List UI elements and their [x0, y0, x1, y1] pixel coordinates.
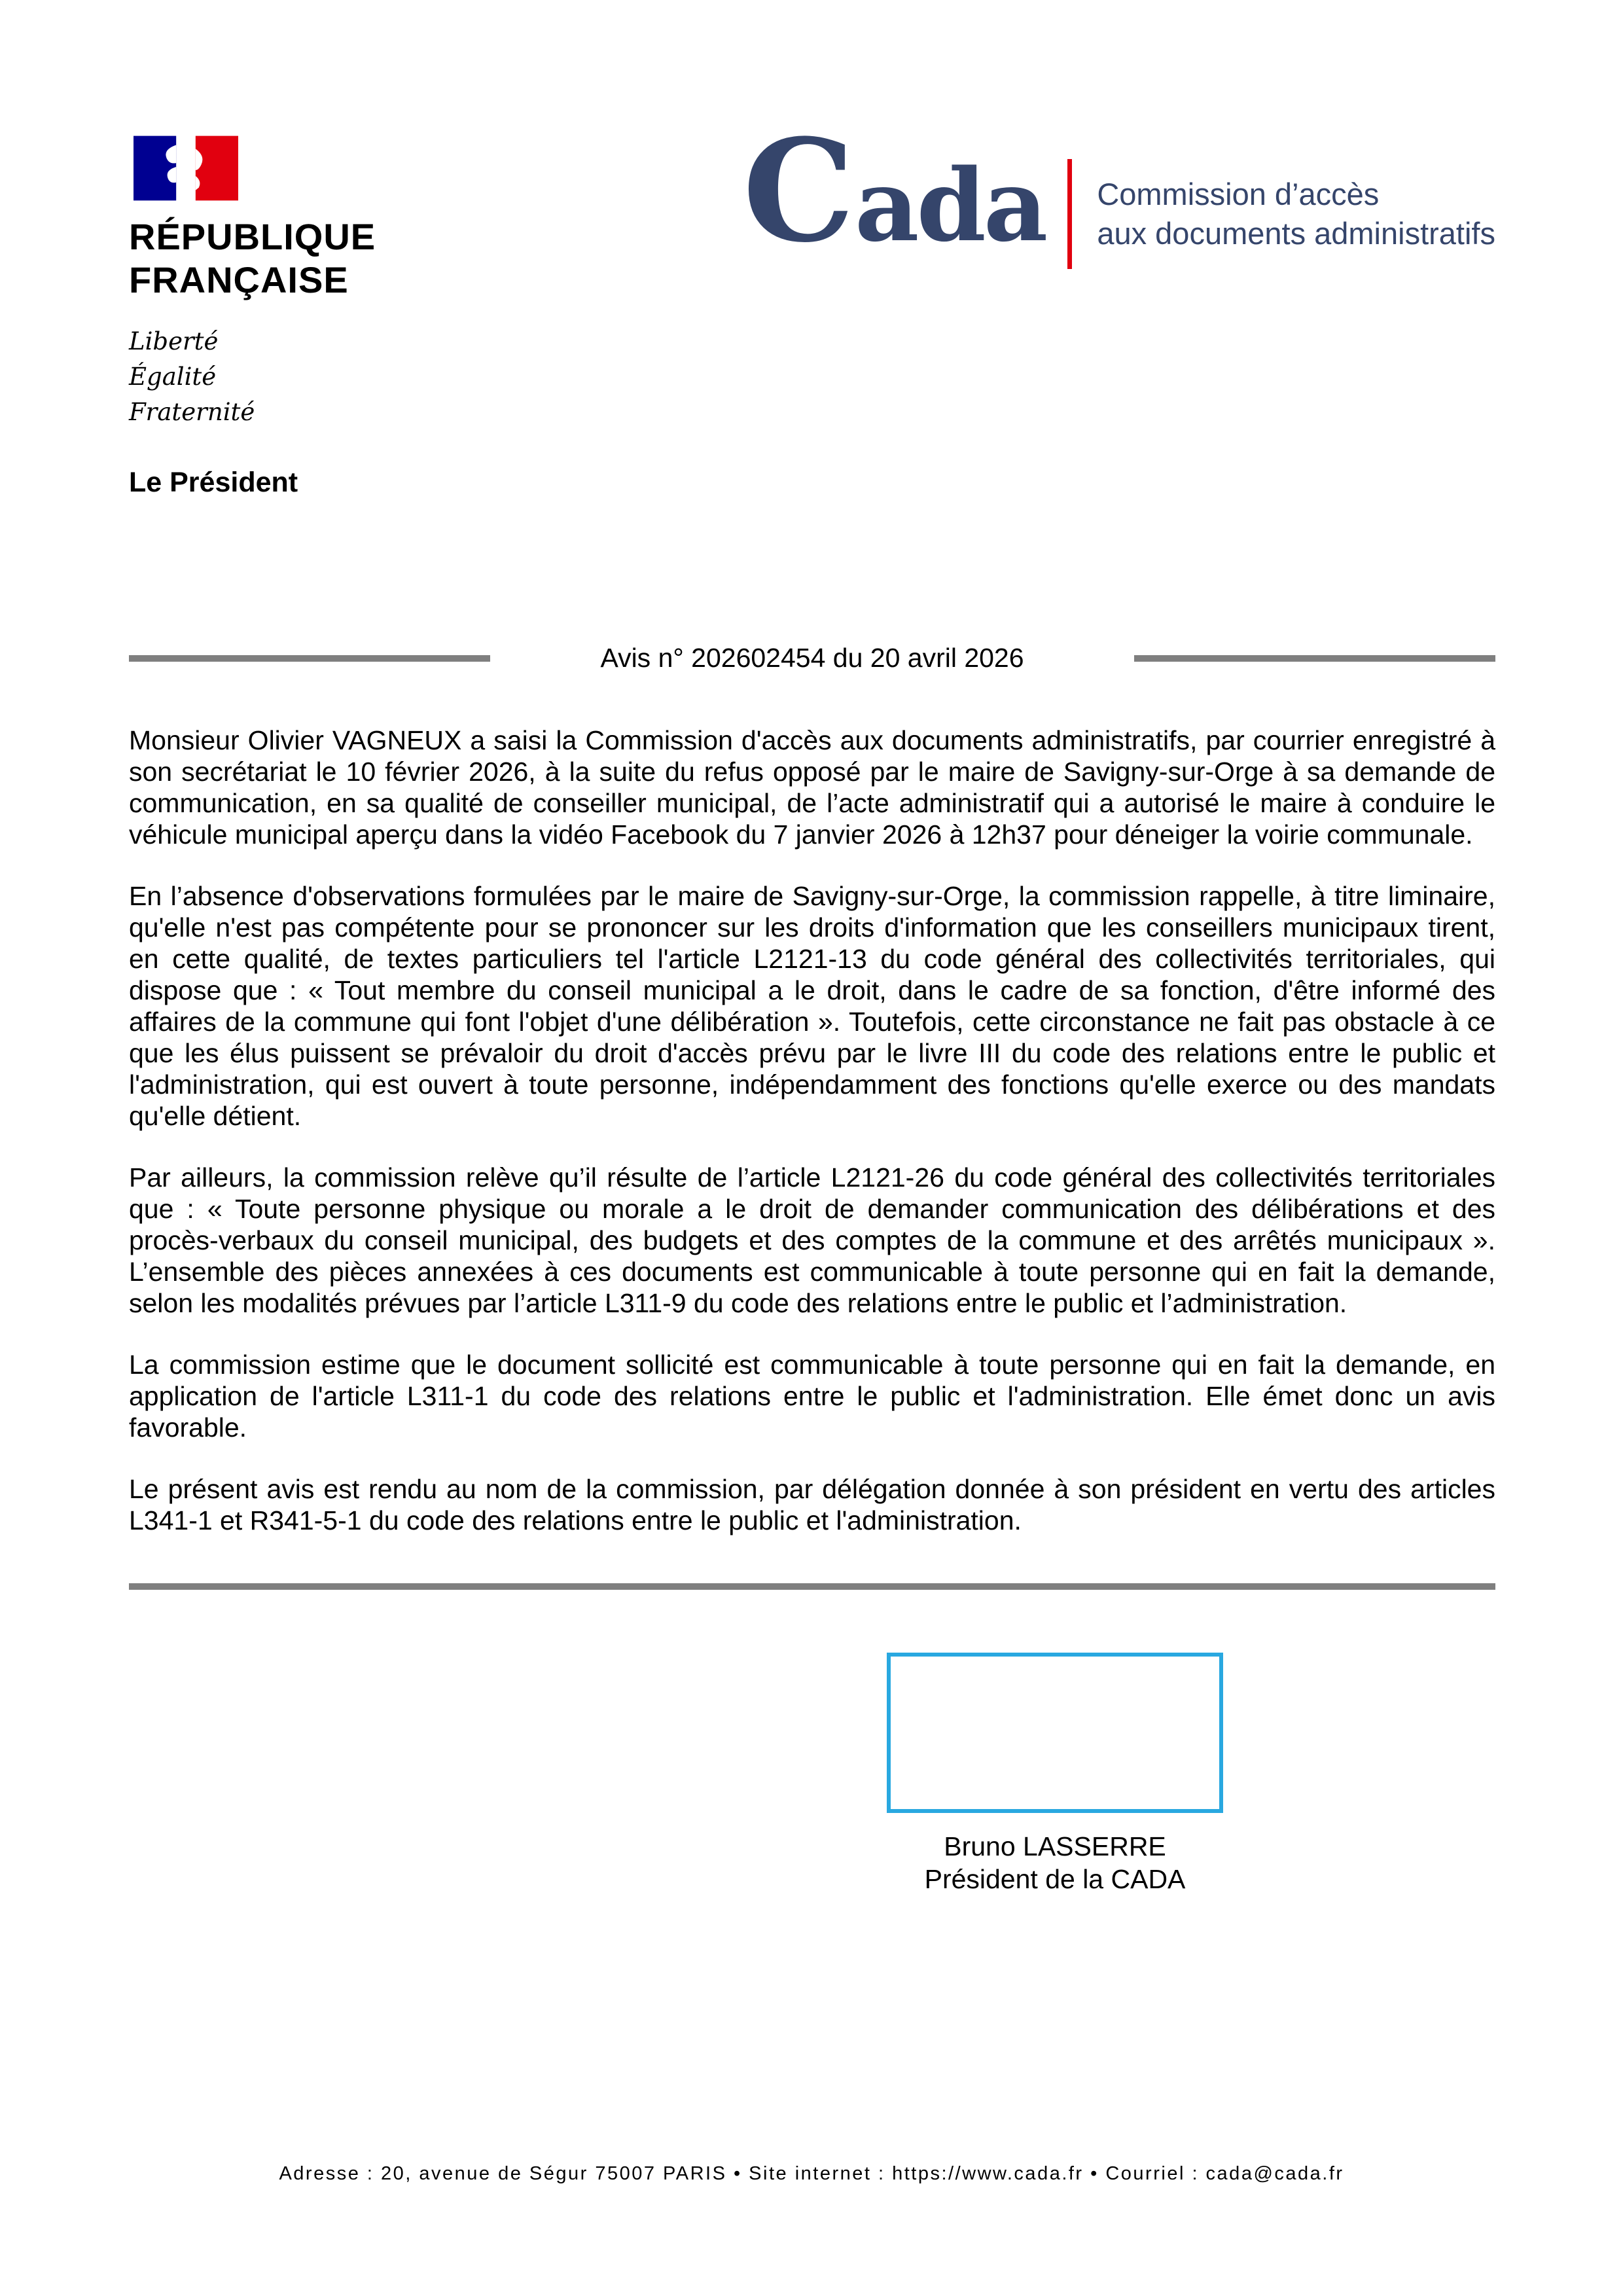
paragraph-avis-favorable: La commission estime que le document sollicité est communicable à toute personne qui en fait la demande, en application de l'article L311-1 du code des relations entre le public et l'administration. Elle émet donc un avis favorable.	[129, 1350, 1495, 1443]
signatory-role: Président de la CADA	[924, 1864, 1186, 1894]
marianne-flag-icon	[134, 135, 238, 201]
cada-logo	[742, 108, 1495, 289]
devise-liberte: Liberté	[129, 327, 219, 355]
republique-title-line2: FRANÇAISE	[129, 259, 349, 300]
cada-wordmark-initial: C	[742, 108, 855, 274]
cada-logo-divider	[1067, 159, 1072, 269]
republique-francaise-logo	[129, 131, 495, 430]
avis-rule-left	[129, 655, 490, 662]
paragraph-delegation: Le présent avis est rendu au nom de la commission, par délégation donnée à son président en vertu des articles L341-1 et R341-5-1 du code des relations entre le public et l'administration.	[129, 1474, 1495, 1535]
devise-egalite: Égalité	[129, 363, 217, 391]
cada-wordmark	[742, 108, 1046, 289]
sender-title: Le Président	[129, 467, 298, 498]
republique-title-line1: RÉPUBLIQUE	[129, 216, 376, 257]
devise-fraternite: Fraternité	[129, 398, 255, 426]
signature-block	[887, 1653, 1223, 1895]
letter-body	[129, 725, 1495, 1536]
avis-number-title: Avis n° 202602454 du 20 avril 2026	[600, 643, 1024, 673]
cada-org-line1: Commission d’accès	[1097, 177, 1380, 211]
paragraph-saisine: Monsieur Olivier VAGNEUX a saisi la Commission d'accès aux documents administratifs, par courrier enregistré à son secrétariat le 10 février 2026, à la suite du refus opposé par le maire de Savigny-sur-Orge à sa demande de communication, en sa qualité de conseiller municipal, de l’acte administratif qui a autorisé le maire à conduire le véhicule municipal aperçu dans la vidéo Facebook du 7 janvier 2026 à 12h37 pour déneiger la voirie communale.	[129, 725, 1495, 850]
cada-org-name	[1097, 175, 1495, 253]
devise	[129, 324, 495, 430]
cada-org-line2: aux documents administratifs	[1097, 216, 1495, 251]
paragraph-article-l2121-26: Par ailleurs, la commission relève qu’il résulte de l’article L2121-26 du code général des collectivités territoriales que : « Toute personne physique ou morale a le droit de demander communication des délibérations et des procès-verbaux du conseil municipal, des budgets et des comptes de la commune et des arrêtés municipaux ». L’ensemble des pièces annexées à ces documents est communicable à toute personne qui en fait la demande, selon les modalités prévues par l’article L311-9 du code des relations entre le public et l’administration.	[129, 1162, 1495, 1318]
letterhead	[129, 108, 1495, 430]
signature-divider-rule	[129, 1583, 1495, 1590]
cada-wordmark-rest: ada	[855, 147, 1046, 264]
signatory-name: Bruno LASSERRE	[944, 1831, 1166, 1861]
paragraph-rappel-competence: En l’absence d'observations formulées par le maire de Savigny-sur-Orge, la commission rappelle, à titre liminaire, qu'elle n'est pas compétente pour se prononcer sur les droits d'information que les conseillers municipaux tirent, en cette qualité, de textes particuliers tel l'article L2121-13 du code général des collectivités territoriales, qui dispose que : « Tout membre du conseil municipal a le droit, dans le cadre de sa fonction, d'être informé des affaires de la commune qui font l'objet d'une délibération ». Toutefois, cette circonstance ne fait pas obstacle à ce que les élus puissent se prévaloir du droit d'accès prévu par le livre III du code des relations entre le public et l'administration, qui est ouvert à toute personne, indépendamment des fonctions qu'elle exerce ou des mandats qu'elle détient.	[129, 881, 1495, 1131]
avis-headline	[129, 643, 1495, 673]
avis-rule-right	[1134, 655, 1495, 662]
footer-contact-line: Adresse : 20, avenue de Ségur 75007 PARIS • Site internet : https://www.cada.fr • Courriel : cada@cada.fr	[279, 2163, 1344, 2184]
signature-stamp-box	[887, 1653, 1223, 1813]
